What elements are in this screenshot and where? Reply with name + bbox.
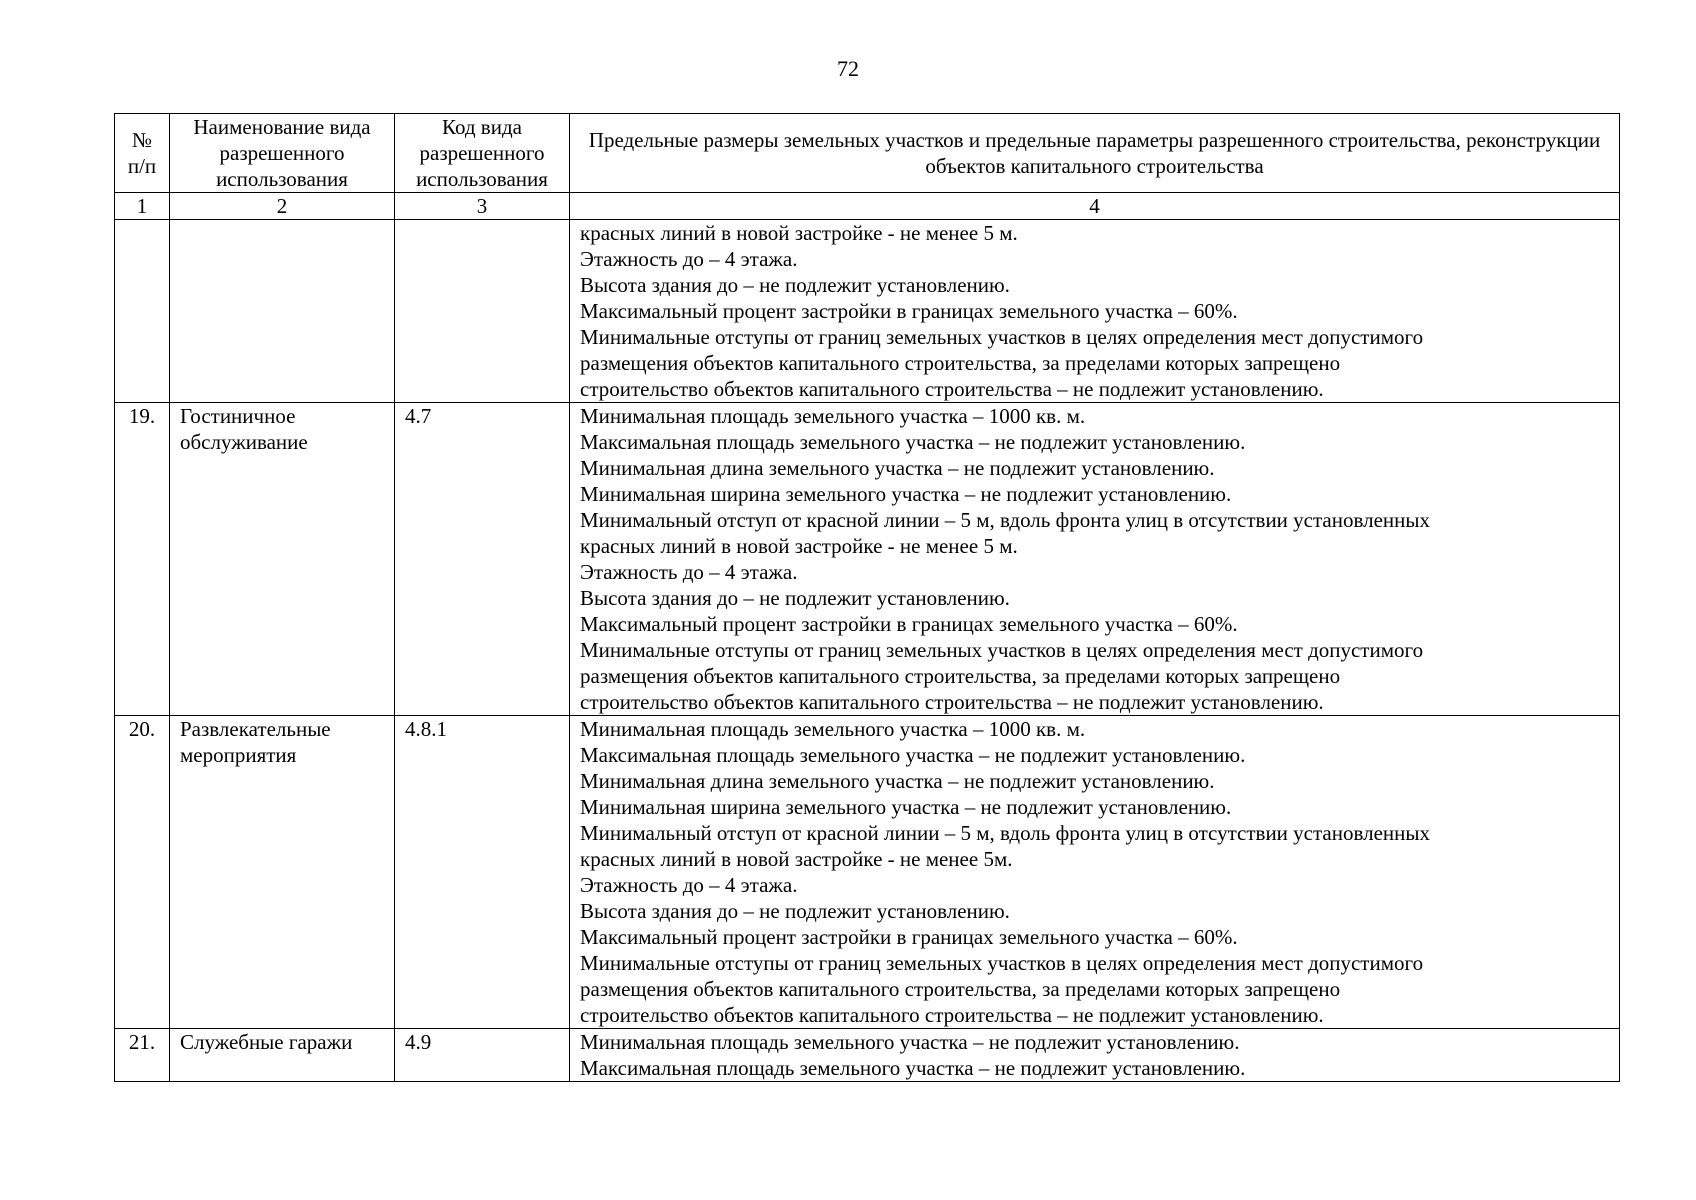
header-number: № п/п bbox=[115, 114, 170, 193]
parameter-line: Этажность до – 4 этажа. bbox=[580, 247, 798, 271]
parameter-line: Минимальная длина земельного участка – не подлежит установлению. bbox=[580, 769, 1215, 793]
header-parameters: Предельные размеры земельных участков и предельные параметры разрешенного строительства, реконструкции объектов капитального строительства bbox=[570, 114, 1620, 193]
use-code: 4.8.1 bbox=[395, 716, 570, 1029]
column-number: 3 bbox=[395, 193, 570, 220]
use-code: 4.9 bbox=[395, 1029, 570, 1082]
parameter-line: размещения объектов капитального строительства, за пределами которых запрещено bbox=[580, 977, 1341, 1001]
column-number-row bbox=[115, 193, 1620, 220]
parameter-line: Минимальная площадь земельного участка – 1000 кв. м. bbox=[580, 717, 1086, 741]
parameter-line: Минимальные отступы от границ земельных участков в целях определения мест допустимого bbox=[580, 638, 1424, 662]
parameter-line: Максимальный процент застройки в границах земельного участка – 60%. bbox=[580, 612, 1238, 636]
row-number: 20. bbox=[115, 716, 170, 1029]
parameters-cell bbox=[570, 716, 1620, 1029]
regulations-table bbox=[114, 113, 1620, 1082]
parameter-line: Высота здания до – не подлежит установлению. bbox=[580, 273, 1010, 297]
parameter-line: Минимальная ширина земельного участка – не подлежит установлению. bbox=[580, 482, 1232, 506]
use-code bbox=[395, 220, 570, 403]
parameter-line: красных линий в новой застройке - не менее 5 м. bbox=[580, 534, 1018, 558]
parameter-line: Минимальная ширина земельного участка – не подлежит установлению. bbox=[580, 795, 1232, 819]
parameter-line: Минимальный отступ от красной линии – 5 м, вдоль фронта улиц в отсутствии установленных bbox=[580, 508, 1431, 532]
use-name: Служебные гаражи bbox=[170, 1029, 395, 1082]
parameter-line: Этажность до – 4 этажа. bbox=[580, 560, 798, 584]
page-number: 72 bbox=[837, 56, 859, 81]
table-row bbox=[115, 403, 1620, 716]
parameter-line: Минимальные отступы от границ земельных участков в целях определения мест допустимого bbox=[580, 951, 1424, 975]
parameters-cell bbox=[570, 1029, 1620, 1082]
column-number: 4 bbox=[570, 193, 1620, 220]
parameter-line: Высота здания до – не подлежит установлению. bbox=[580, 899, 1010, 923]
parameter-line: Минимальная длина земельного участка – не подлежит установлению. bbox=[580, 456, 1215, 480]
row-number: 21. bbox=[115, 1029, 170, 1082]
parameter-line: Максимальная площадь земельного участка – не подлежит установлению. bbox=[580, 1056, 1246, 1080]
parameter-line: Максимальный процент застройки в границах земельного участка – 60%. bbox=[580, 925, 1238, 949]
use-code: 4.7 bbox=[395, 403, 570, 716]
column-number: 2 bbox=[170, 193, 395, 220]
parameter-line: Минимальная площадь земельного участка – не подлежит установлению. bbox=[580, 1030, 1240, 1054]
use-name bbox=[170, 220, 395, 403]
table-row bbox=[115, 220, 1620, 403]
parameter-line: строительство объектов капитального строительства – не подлежит установлению. bbox=[580, 690, 1324, 714]
parameter-line: Максимальная площадь земельного участка – не подлежит установлению. bbox=[580, 743, 1246, 767]
parameter-line: Максимальный процент застройки в границах земельного участка – 60%. bbox=[580, 299, 1238, 323]
header-use-code: Код вида разрешенного использования bbox=[395, 114, 570, 193]
parameter-line: Минимальные отступы от границ земельных участков в целях определения мест допустимого bbox=[580, 325, 1424, 349]
header-row bbox=[115, 114, 1620, 193]
parameter-line: строительство объектов капитального строительства – не подлежит установлению. bbox=[580, 377, 1324, 401]
row-number: 19. bbox=[115, 403, 170, 716]
table-body bbox=[115, 220, 1620, 1082]
parameter-line: Этажность до – 4 этажа. bbox=[580, 873, 798, 897]
use-name: Гостиничное обслуживание bbox=[170, 403, 395, 716]
use-name: Развлекательные мероприятия bbox=[170, 716, 395, 1029]
parameter-line: размещения объектов капитального строительства, за пределами которых запрещено bbox=[580, 351, 1341, 375]
table-row bbox=[115, 716, 1620, 1029]
parameter-line: Минимальная площадь земельного участка – 1000 кв. м. bbox=[580, 404, 1086, 428]
header-use-name: Наименование вида разрешенного использования bbox=[170, 114, 395, 193]
column-number: 1 bbox=[115, 193, 170, 220]
table-row bbox=[115, 1029, 1620, 1082]
parameter-line: красных линий в новой застройке - не менее 5 м. bbox=[580, 221, 1018, 245]
parameter-line: Минимальный отступ от красной линии – 5 м, вдоль фронта улиц в отсутствии установленных bbox=[580, 821, 1431, 845]
parameter-line: Максимальная площадь земельного участка – не подлежит установлению. bbox=[580, 430, 1246, 454]
parameters-cell bbox=[570, 220, 1620, 403]
parameter-line: Высота здания до – не подлежит установлению. bbox=[580, 586, 1010, 610]
parameters-cell bbox=[570, 403, 1620, 716]
parameter-line: красных линий в новой застройке - не менее 5м. bbox=[580, 847, 1013, 871]
parameter-line: строительство объектов капитального строительства – не подлежит установлению. bbox=[580, 1003, 1324, 1027]
parameter-line: размещения объектов капитального строительства, за пределами которых запрещено bbox=[580, 664, 1341, 688]
row-number bbox=[115, 220, 170, 403]
